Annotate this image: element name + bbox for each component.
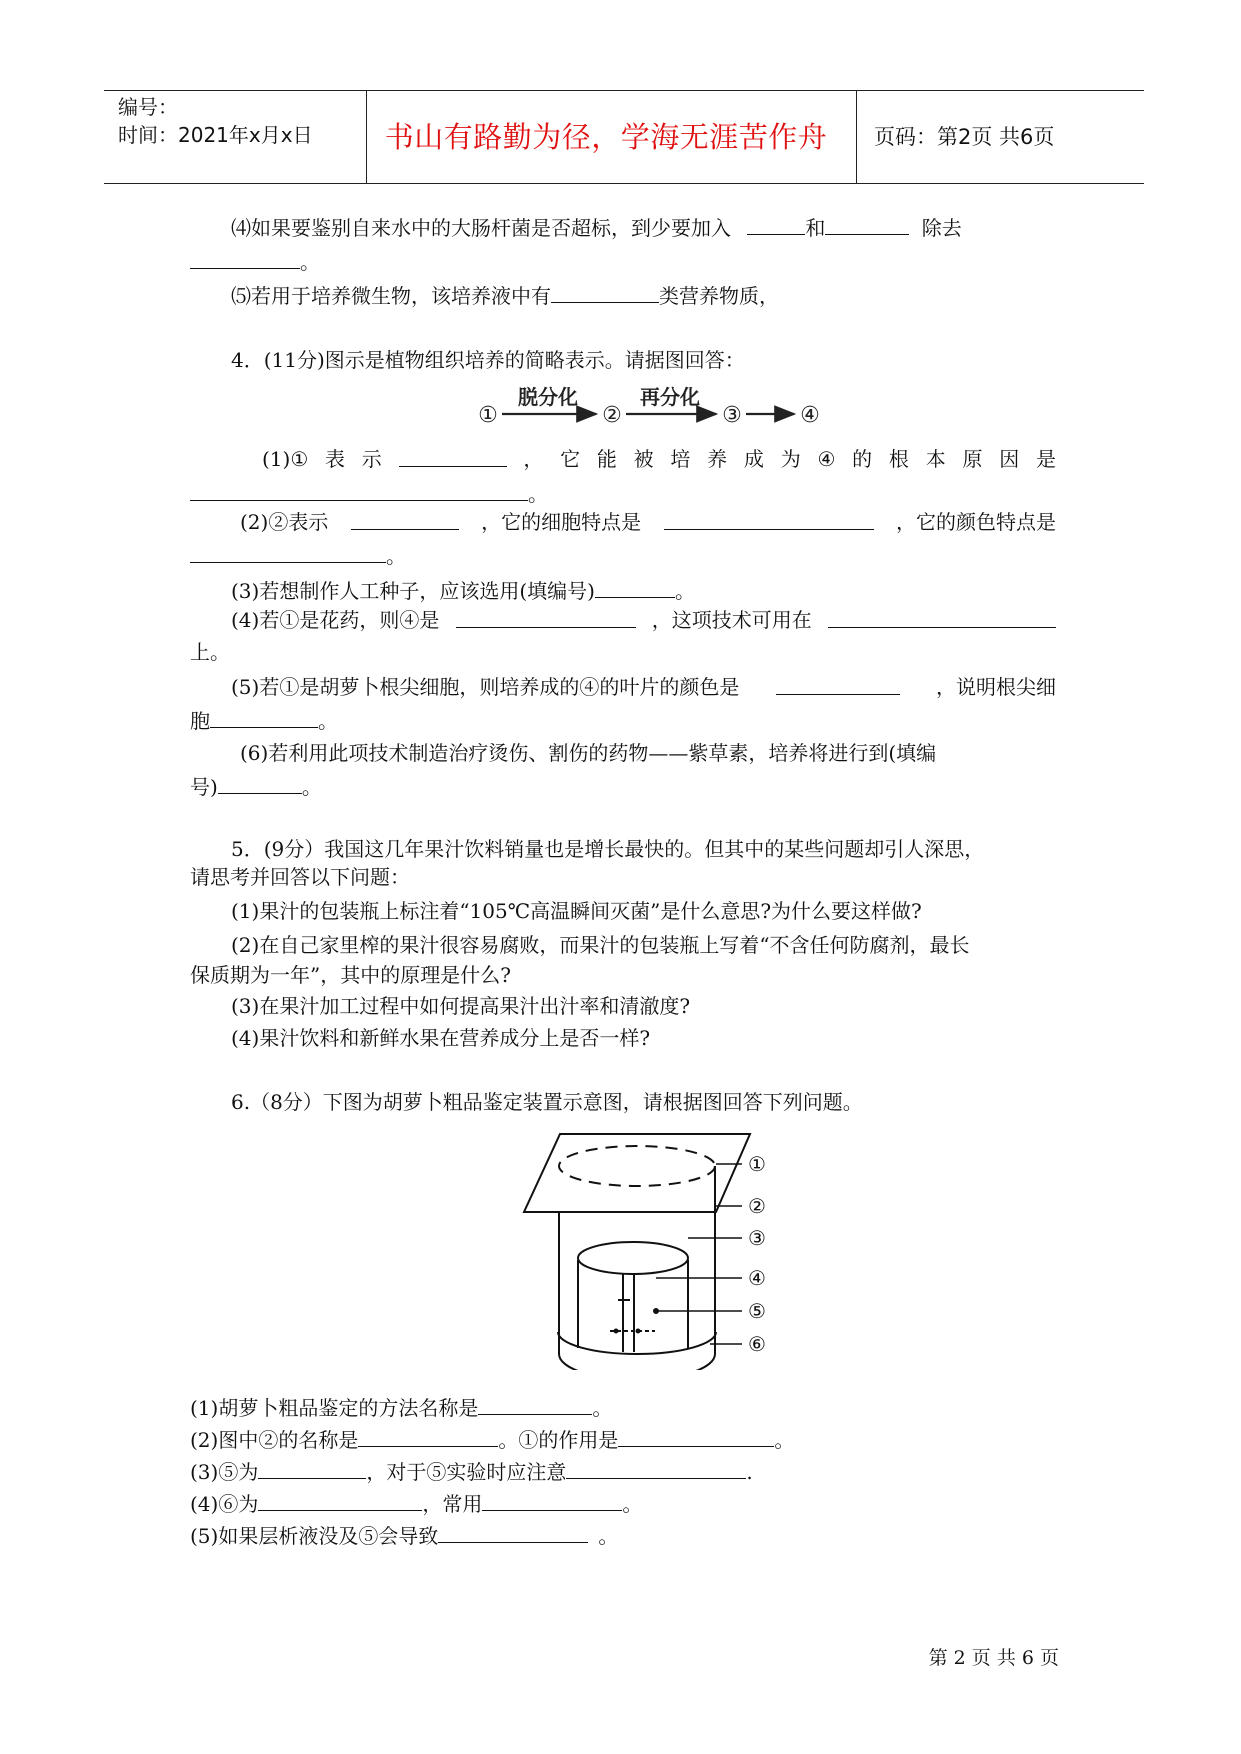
text: 为	[780, 447, 801, 471]
q5-part2-line2: 保质期为一年”，其中的原理是什么?	[190, 963, 511, 987]
text: 。	[301, 775, 322, 799]
text: (4)若①是花药，则④是	[231, 608, 440, 632]
page-footer: 第 2 页 共 6 页	[928, 1647, 1059, 1669]
answer-blank[interactable]	[551, 280, 659, 303]
text: (3)⑤为	[190, 1460, 259, 1484]
answer-blank[interactable]	[828, 605, 1056, 628]
callout-label-6: ⑥	[748, 1332, 766, 1356]
beaker-bottom	[559, 1354, 715, 1370]
text: 。	[674, 579, 695, 603]
text: ，说明根尖细	[936, 675, 1056, 699]
text: (5)如果层析液没及⑤会导致	[190, 1524, 439, 1548]
answer-blank[interactable]	[776, 672, 900, 695]
text: 原	[962, 447, 983, 471]
q6-part1	[190, 1392, 612, 1423]
header-page-info: 页码：第2页 共6页	[874, 125, 1055, 149]
text: 养	[707, 447, 728, 471]
answer-blank[interactable]	[258, 1488, 422, 1511]
text: ，对于⑤实验时应注意	[366, 1460, 567, 1484]
text: (5)若①是胡萝卜根尖细胞，则培养成的④的叶片的颜色是	[231, 675, 740, 699]
paper-chromatography-apparatus-diagram	[520, 1130, 790, 1370]
answer-blank[interactable]	[190, 540, 386, 563]
text: ④	[817, 447, 836, 471]
sample-spot	[636, 1329, 641, 1334]
q4-part2-line2	[190, 540, 406, 571]
text: 它	[560, 447, 581, 471]
filter-paper-top	[578, 1242, 688, 1274]
callout-label-1: ①	[748, 1152, 766, 1176]
q4-part1-line1	[262, 444, 1056, 474]
text: 能	[596, 447, 617, 471]
q4-title: 4．(11分)图示是植物组织培养的简略表示。请据图回答：	[231, 348, 745, 372]
text: ，这项技术可用在	[651, 608, 812, 632]
page-header	[104, 90, 1144, 184]
text: 。	[598, 1524, 619, 1548]
text: 培	[670, 447, 691, 471]
text: (3)若想制作人工种子，应该选用(填编号)	[231, 579, 595, 603]
number-label: 编号：	[118, 95, 178, 119]
text: ⑸若用于培养微生物，该培养液中有	[231, 284, 551, 308]
answer-blank[interactable]	[351, 507, 459, 530]
text: 号)	[190, 775, 218, 799]
text: 和	[805, 216, 826, 240]
tissue-culture-flow-diagram	[470, 382, 830, 430]
answer-blank[interactable]	[618, 1424, 774, 1447]
answer-blank[interactable]	[399, 444, 507, 467]
text: ，	[523, 447, 544, 471]
text: 根	[888, 447, 909, 471]
q5-title-line2: 请思考并回答以下问题：	[190, 865, 410, 889]
answer-blank[interactable]	[825, 212, 909, 235]
text: 本	[925, 447, 946, 471]
text: 。	[592, 1396, 613, 1420]
text: ⑷如果要鉴别自来水中的大肠杆菌是否超标，到少要加入	[231, 216, 731, 240]
text: 。	[774, 1428, 795, 1452]
text: 。	[318, 709, 338, 733]
text: (2)②表示	[240, 510, 329, 534]
answer-blank[interactable]	[456, 605, 636, 628]
text: 的	[852, 447, 873, 471]
q6-part4	[190, 1488, 642, 1519]
answer-blank[interactable]	[190, 478, 528, 501]
stage-2-label: ②	[602, 403, 622, 428]
callout-label-5: ⑤	[748, 1299, 766, 1323]
q6-title: 6.（8分）下图为胡萝卜粗品鉴定装置示意图，请根据图回答下列问题。	[231, 1090, 863, 1114]
q4-part2-line1	[240, 507, 1056, 537]
answer-blank[interactable]	[478, 1392, 592, 1415]
header-meta	[118, 93, 368, 149]
text: 胞	[190, 709, 210, 733]
text: 。	[528, 482, 548, 506]
answer-blank[interactable]	[190, 246, 300, 269]
text: 示	[361, 447, 382, 471]
q3-part5	[231, 280, 779, 311]
answer-blank[interactable]	[438, 1520, 588, 1543]
text: 因	[999, 447, 1020, 471]
q5-part3: (3)在果汁加工过程中如何提高果汁出汁率和清澈度?	[231, 994, 691, 1018]
text: 除去	[921, 216, 962, 240]
q4-part4-line1	[231, 605, 1056, 635]
time-label: 时间：2021年x月x日	[118, 123, 313, 147]
answer-blank[interactable]	[482, 1488, 622, 1511]
text: 。	[300, 250, 320, 274]
text: 被	[633, 447, 654, 471]
header-motto: 书山有路勤为径，学海无涯苦作舟	[384, 120, 828, 154]
text: 表	[325, 447, 346, 471]
answer-blank[interactable]	[358, 1424, 498, 1447]
stage-3-label: ③	[722, 403, 742, 428]
text: (1)胡萝卜粗品鉴定的方法名称是	[190, 1396, 479, 1420]
q4-part6-line2	[190, 771, 322, 802]
q5-part1: (1)果汁的包装瓶上标注着“105℃高温瞬间灭菌”是什么意思?为什么要这样做?	[231, 899, 922, 923]
text: 成	[743, 447, 764, 471]
dedifferentiation-label: 脱分化	[518, 385, 578, 409]
text: 类营养物质，	[659, 284, 779, 308]
q6-part5	[190, 1520, 618, 1551]
text: (2)图中②的名称是	[190, 1428, 359, 1452]
text: 。①的作用是	[498, 1428, 619, 1452]
callout-label-3: ③	[748, 1226, 766, 1250]
text: (4)⑥为	[190, 1492, 259, 1516]
q5-part2-line1: (2)在自己家里榨的果汁很容易腐败，而果汁的包装瓶上写着“不含任何防腐剂，最长	[231, 933, 970, 957]
answer-blank[interactable]	[258, 1456, 366, 1479]
header-divider	[856, 91, 857, 183]
beaker-rim-dashed	[559, 1146, 715, 1186]
text: (1)①	[262, 447, 309, 471]
answer-blank[interactable]	[210, 705, 318, 728]
q6-part3	[190, 1456, 753, 1487]
q5-title-line1: 5．(9分）我国这几年果汁饮料销量也是增长最快的。但其中的某些问题却引人深思，	[231, 837, 985, 861]
q6-part2	[190, 1424, 794, 1455]
q4-part4-line2: 上。	[190, 640, 230, 664]
text: ，它的颜色特点是	[895, 510, 1056, 534]
q4-part5-line2	[190, 705, 338, 736]
q3-part4-line2	[190, 246, 320, 277]
answer-blank[interactable]	[664, 507, 874, 530]
solvent-surface	[558, 1332, 716, 1354]
text: 是	[1035, 447, 1056, 471]
stage-1-label: ①	[478, 403, 498, 428]
text: ，它的细胞特点是	[481, 510, 642, 534]
q3-part4-line1	[231, 212, 962, 243]
answer-blank[interactable]	[595, 575, 675, 598]
answer-blank[interactable]	[747, 212, 805, 235]
answer-blank[interactable]	[566, 1456, 746, 1479]
callout-label-4: ④	[748, 1266, 766, 1290]
sample-spot	[614, 1329, 619, 1334]
stage-4-label: ④	[800, 403, 820, 428]
text: ，常用	[422, 1492, 483, 1516]
callout-label-2: ②	[748, 1194, 766, 1218]
answer-blank[interactable]	[218, 771, 302, 794]
redifferentiation-label: 再分化	[640, 385, 700, 409]
q4-part3	[231, 575, 695, 606]
q4-part6-line1: (6)若利用此项技术制造治疗烫伤、割伤的药物——紫草素，培养将进行到(填编	[240, 741, 937, 765]
q4-part5-line1	[231, 672, 1056, 702]
q4-part1-line2	[190, 478, 548, 509]
text: .	[746, 1460, 753, 1484]
text: 。	[622, 1492, 643, 1516]
q5-part4: (4)果汁饮料和新鲜水果在营养成分上是否一样?	[231, 1026, 651, 1050]
text: 。	[386, 544, 406, 568]
